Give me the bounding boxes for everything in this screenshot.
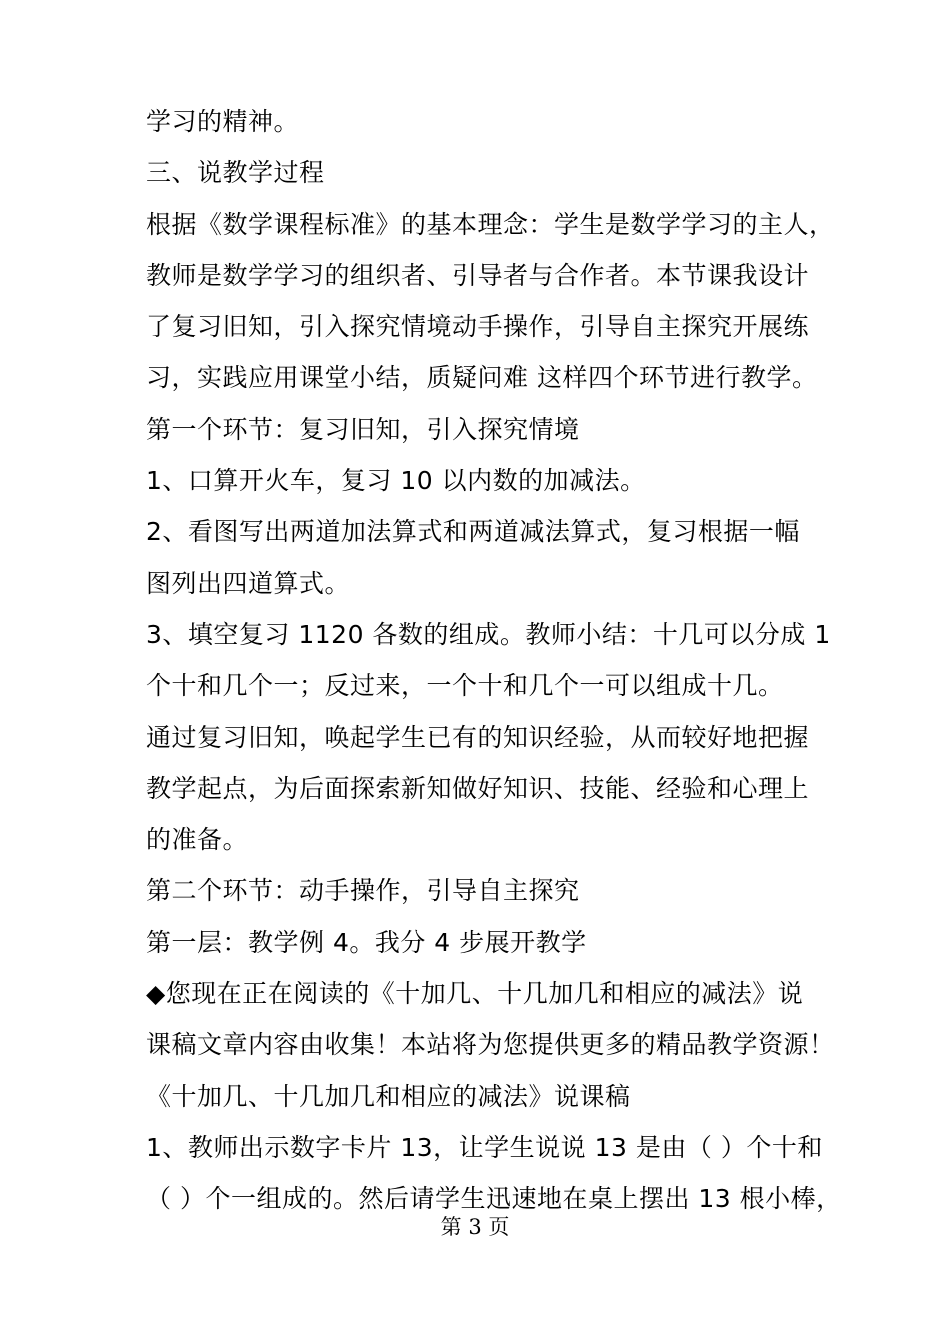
text-line: 了复习旧知，引入探究情境动手操作，引导自主探究开展练 <box>146 312 810 342</box>
text-line: 图列出四道算式。 <box>146 568 351 598</box>
text-line: 课稿文章内容由收集！本站将为您提供更多的精品教学资源！ <box>146 1030 835 1060</box>
document-body <box>146 96 842 1225</box>
list-item: 3、填空复习 1120 各数的组成。教师小结：十几可以分成 1 <box>146 619 831 649</box>
text-line: 《十加几、十几加几和相应的减法》说课稿 <box>146 1081 631 1111</box>
text-line: 个十和几个一；反过来，一个十和几个一可以组成十几。 <box>146 671 784 701</box>
list-item: 1、教师出示数字卡片 13，让学生说说 13 是由（ ）个十和 <box>146 1132 823 1162</box>
text-line: 通过复习旧知，唤起学生已有的知识经验，从而较好地把握 <box>146 722 810 752</box>
subsection-heading: 第二个环节：动手操作，引导自主探究 <box>146 876 580 906</box>
text-line: 学习的精神。 <box>146 107 300 136</box>
text-line: 教学起点，为后面探索新知做好知识、技能、经验和心理上 <box>146 773 810 803</box>
subsection-heading: 第一个环节：复习旧知，引入探究情境 <box>146 414 580 444</box>
text-line: （ ）个一组成的。然后请学生迅速地在桌上摆出 13 根小棒， <box>146 1184 842 1214</box>
text-line: 根据《数学课程标准》的基本理念：学生是数学学习的主人， <box>146 209 835 239</box>
section-heading: 三、说教学过程 <box>146 158 325 188</box>
text-line: ◆您现在正在阅读的《十加几、十几加几和相应的减法》说 <box>146 979 804 1009</box>
text-line: 习，实践应用课堂小结，质疑问难 这样四个环节进行教学。 <box>146 363 818 393</box>
text-line: 教师是数学学习的组织者、引导者与合作者。本节课我设计 <box>146 260 810 290</box>
text-line: 的准备。 <box>146 825 249 855</box>
text-line: 第一层：教学例 4。我分 4 步展开教学 <box>146 927 587 957</box>
page-number: 第 3 页 <box>440 1215 510 1239</box>
list-item: 2、看图写出两道加法算式和两道减法算式，复习根据一幅 <box>146 517 800 547</box>
list-item: 1、口算开火车，复习 10 以内数的加减法。 <box>146 466 646 496</box>
